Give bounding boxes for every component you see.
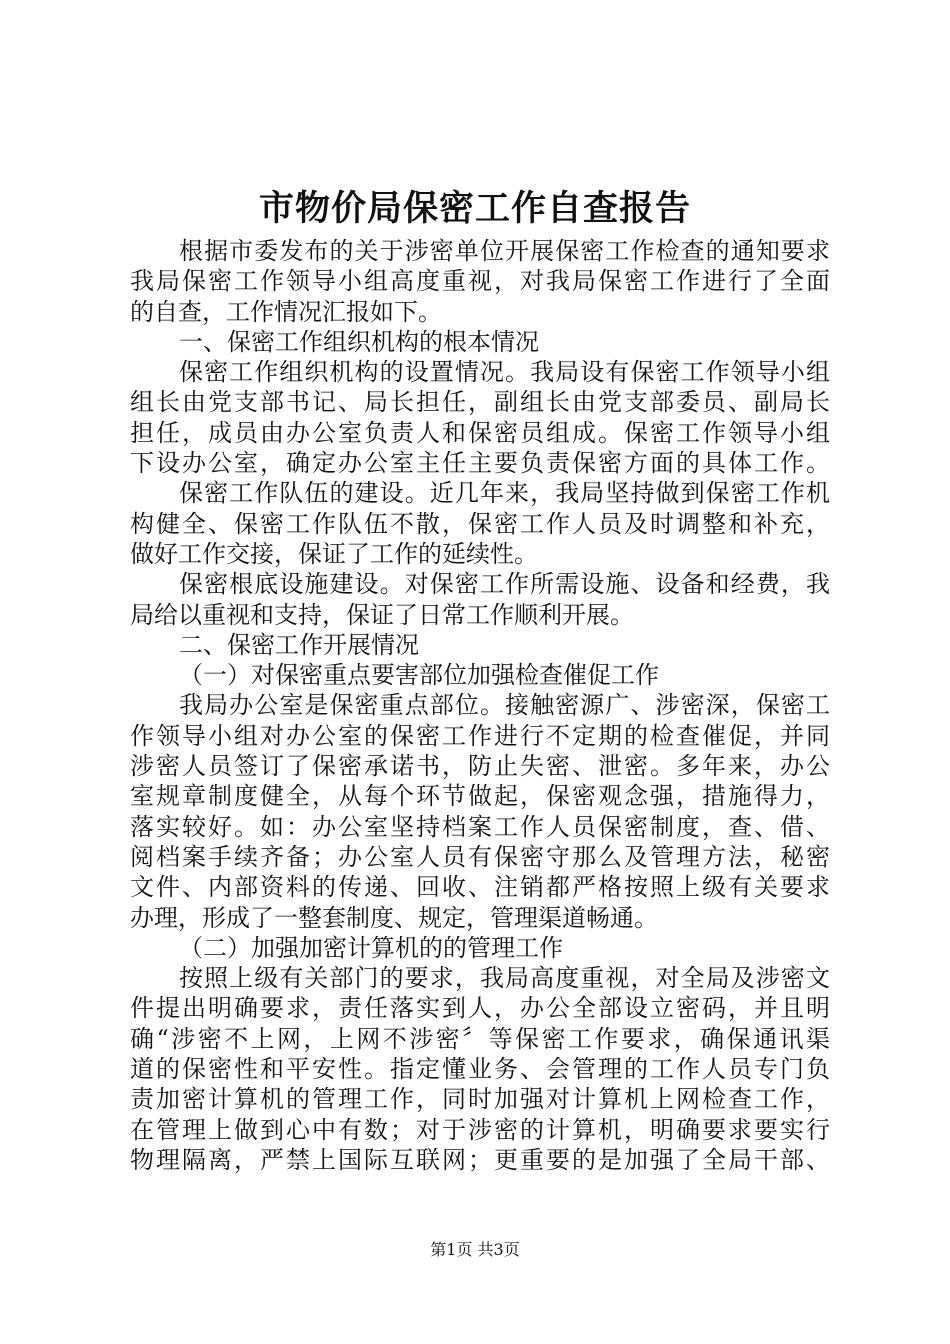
- text-line: 按照上级有关部门的要求，我局高度重视，对全局及涉密文: [179, 964, 830, 993]
- section-heading: 二、保密工作开展情况: [179, 630, 419, 659]
- page-number: 第1页 共3页: [430, 1240, 520, 1259]
- text-line: 在管理上做到心中有数；对于涉密的计算机，明确要求要实行: [130, 1115, 830, 1144]
- text-line: 我局办公室是保密重点部位。接触密源广、涉密深，保密工: [179, 691, 830, 720]
- text-line: 保密根底设施建设。对保密工作所需设施、设备和经费，我: [179, 570, 830, 599]
- text-line: 确“涉密不上网，上网不涉密〞等保密工作要求，确保通讯渠: [130, 1024, 830, 1053]
- text-line: 室规章制度健全，从每个环节做起，保密观念强，措施得力，: [130, 782, 830, 811]
- text-line: 涉密人员签订了保密承诺书，防止失密、泄密。多年来，办公: [130, 752, 830, 781]
- text-line: 做好工作交接，保证了工作的延续性。: [130, 539, 538, 568]
- text-line: 保密工作组织机构的设置情况。我局设有保密工作领导小组: [179, 358, 830, 387]
- document-body: [130, 236, 830, 1175]
- text-line: 阅档案手续齐备；办公室人员有保密守那么及管理方法，秘密: [130, 842, 830, 871]
- text-line: 保密工作队伍的建设。近几年来，我局坚持做到保密工作机: [179, 479, 830, 508]
- text-line: 组长由党支部书记、局长担任，副组长由党支部委员、副局长: [130, 388, 830, 417]
- text-line: 办理，形成了一整套制度、规定，管理渠道畅通。: [130, 903, 658, 932]
- text-line: 下设办公室，确定办公室主任主要负责保密方面的具体工作。: [130, 449, 830, 478]
- text-line: 我局保密工作领导小组高度重视，对我局保密工作进行了全面: [130, 267, 830, 296]
- document-title: 市物价局保密工作自查报告: [258, 188, 691, 229]
- text-line: 物理隔离，严禁上国际互联网；更重要的是加强了全局干部、: [130, 1145, 830, 1174]
- text-line: 担任，成员由办公室负责人和保密员组成。保密工作领导小组: [130, 418, 830, 447]
- text-line: 责加密计算机的管理工作，同时加强对计算机上网检查工作，: [130, 1085, 830, 1114]
- section-heading: 一、保密工作组织机构的根本情况: [179, 327, 539, 356]
- text-line: 的自查，工作情况汇报如下。: [130, 297, 442, 326]
- text-line: 根据市委发布的关于涉密单位开展保密工作检查的通知要求: [179, 237, 830, 265]
- text-line: 道的保密性和平安性。指定懂业务、会管理的工作人员专门负: [130, 1055, 830, 1084]
- text-line: 作领导小组对办公室的保密工作进行不定期的检查催促，并同: [130, 721, 830, 750]
- text-line: 文件、内部资料的传递、回收、注销都严格按照上级有关要求: [130, 873, 830, 902]
- text-line: 构健全、保密工作队伍不散，保密工作人员及时调整和补充，: [130, 509, 830, 538]
- text-line: 件提出明确要求，责任落实到人，办公全部设立密码，并且明: [130, 994, 830, 1023]
- text-line: 落实较好。如：办公室坚持档案工作人员保密制度，查、借、: [130, 812, 830, 841]
- page-footer: [0, 1238, 950, 1262]
- text-line: 局给以重视和支持，保证了日常工作顺利开展。: [130, 600, 634, 629]
- subsection-heading: （一）对保密重点要害部位加强检查催促工作: [179, 661, 659, 690]
- subsection-heading: （二）加强加密计算机的的管理工作: [179, 933, 563, 962]
